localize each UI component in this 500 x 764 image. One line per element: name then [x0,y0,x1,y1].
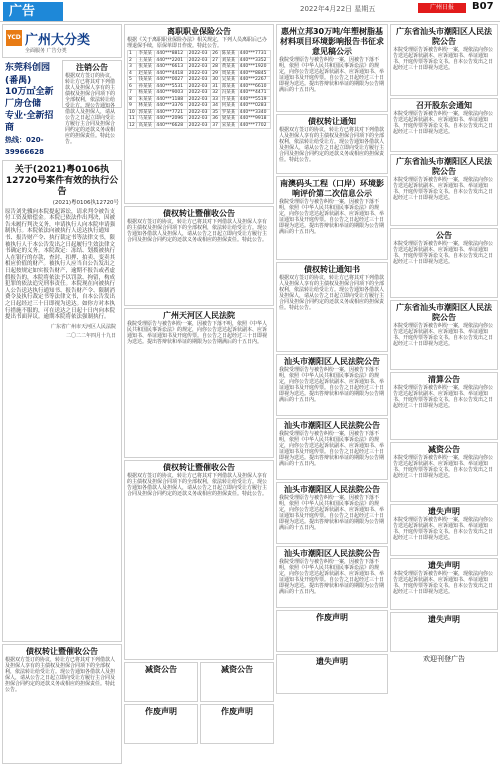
notice-intro: 根据《关于离职职业保险办法》相关规定，下列人员离职后已办理退保手续，原保单即日作废。特此公告。 [127,37,268,49]
table-cell: 5 [128,77,137,84]
table-cell: 2022-03 [187,109,211,116]
table-cell: 2022-03 [187,96,211,103]
table-cell: 34 [211,103,220,110]
table-cell: 李某某 [137,51,155,58]
debt-transfer-notice-2 [124,206,274,306]
table-cell: 29 [211,70,220,77]
notice-title: 债权转让通知书 [304,265,360,274]
contact-row [2,60,122,158]
loss-notice-d1 [390,504,498,556]
table-cell: 8 [128,96,137,103]
notice-body: 本院受理原告诉被告纠纷一案，现依法向你公告送达起诉状副本、应诉通知书、举证通知书、开庭传票等诉讼文书。自本公告发出之日起经过三十日即视为送达。 [393,571,494,595]
notice-body: 本院受理原告诉被告纠纷一案，现依法向你公告送达起诉状副本、应诉通知书、举证通知书、开庭传票等诉讼文书。自本公告发出之日起经过三十日即视为送达。 [393,47,494,71]
notice-title: 广州天河区人民法院 [163,311,235,320]
welcome-ad-text: 欢迎刊登广告 [423,655,465,663]
loss-notice-c [276,654,388,694]
chaoyang-court-notice-d1 [390,24,498,96]
table-row [128,70,271,77]
chaoyang-court-notice-1 [276,354,388,416]
table-cell: 10 [128,109,137,116]
table-cell: 2022-03 [187,90,211,97]
notice-title: 汕头市潮阳区人民法院公告 [284,357,380,366]
page-header [0,0,500,22]
notice-body: 我院受理原告与被告纠纷一案，因被告下落不明，依照《中华人民共和国民事诉讼法》的规定，向你公告送达起诉状副本、应诉通知书、举证通知书及开庭传票。自公告之日起经过三十日即视为送达。提出答辩状和举证的期限为公告期满后的十五日内。 [279,57,385,93]
table-cell: 孙某某 [137,83,155,90]
notice-title: 汕头市潮阳区人民法院公告 [284,485,380,494]
notice-title: 南澳码头工程（口岸）环境影响评价第二次信息公示 [280,179,384,198]
table-row [128,96,271,103]
table-cell: 吴某某 [220,77,238,84]
notice-title: 注销公告 [76,63,108,72]
table-cell: 2022-03 [187,116,211,123]
table-cell: 3 [128,64,137,71]
notice-title: 关于(2021)粤0106执12720号案件有效的执行公告 [5,165,119,197]
chaoyang-court-notice-4 [276,546,388,608]
notice-title: 作废声明 [221,707,253,716]
court-signature: 广东省广州市天河区人民法院 [50,323,116,330]
notice-body: 本院受理原告诉被告纠纷一案，现依法向你公告送达起诉状副本、应诉通知书、举证通知书、开庭传票等诉讼文书。自本公告发出之日起经过三十日即视为送达。 [393,385,494,409]
table-cell: 440***3340 [238,109,270,116]
notice-title: 汕头市潮阳区人民法院公告 [284,421,380,430]
table-cell: 440***5531 [155,83,187,90]
table-row [128,122,271,129]
table-cell: 440***6628 [155,122,187,129]
table-cell: 马某某 [137,116,155,123]
capital-reduction-notice-d [390,442,498,502]
table-cell: 440***7721 [155,109,187,116]
table-cell: 宋某某 [220,122,238,129]
table-row [128,77,271,84]
notice-title: 公告 [436,231,452,240]
notice-title: 召开股东会通知 [416,101,472,110]
capital-reduction-notice-1 [124,662,198,702]
notice-title: 债权转让通知 [308,117,356,126]
table-cell: 4 [128,70,137,77]
table-cell: 2022-03 [187,70,211,77]
signature-date: 二〇二二年四月十九日 [65,332,116,339]
liquidation-notice [390,372,498,440]
debt-transfer-notification [276,114,388,174]
issue-date: 2022年4月22日 星期五 [300,5,376,13]
table-cell: 朱某某 [137,96,155,103]
table-cell: 2022-03 [187,77,211,84]
debt-transfer-notice-3 [124,460,274,660]
chaoyang-court-notice-d2 [390,154,498,226]
notice-title: 清算公告 [428,375,460,384]
table-cell: 35 [211,109,220,116]
table-cell: 36 [211,116,220,123]
deregistration-notice [62,60,122,145]
table-cell: 30 [211,77,220,84]
table-cell: 31 [211,83,220,90]
case-number: (2021)粤0106执12720号 [52,200,119,206]
environment-notice [276,24,388,112]
notice-title: 遗失声明 [316,657,348,666]
table-cell: 27 [211,57,220,64]
table-cell: 440***0283 [238,103,270,110]
column-right [390,24,498,748]
table-cell: 许某某 [220,96,238,103]
table-cell: 28 [211,64,220,71]
notice-title: 广东省汕头市潮阳区人民法院公告 [396,27,492,46]
court-enforcement-notice [2,160,122,642]
notice-body: 根据双方签订的协议，转让方已将其对下列借款人及担保人享有的主债权及担保合同项下的全部权利，依法转让给受让方。现公告通知各借款人及担保人，请从公告之日起立即向受让方履行主合同及担保合同约定的还款义务或相应的担保责任。特此公告。 [127,219,268,243]
table-cell: 11 [128,116,137,123]
notice-title: 广东省汕头市潮阳区人民法院公告 [396,303,492,322]
tianhe-court-notice [124,308,274,458]
notice-title: 减资公告 [145,665,177,674]
table-cell: 440***9003 [155,90,187,97]
table-cell: 440***8845 [238,70,270,77]
chaoyang-court-notice-2 [276,418,388,480]
notice-body: 根据双方签订的协议，转让方已将其对下列借款人及担保人享有的主债权及担保合同项下的全部权利，依法转让给受让方。现公告通知各借款人及担保人，请从公告之日起立即向受让方履行主合同及担保合同约定的还款义务或相应的担保责任。特此公告。 [65,73,116,145]
small-notices-row [124,662,274,704]
notice-body: 我院受理原告与被告纠纷一案，因被告下落不明，依照《中华人民共和国民事诉讼法》的规定，向你公告送达起诉状副本、应诉通知书、举证通知书及开庭传票。自公告之日起经过三十日即视为送达。提出答辩状和举证的期限为公告期满后的十五日内。 [279,559,385,595]
table-cell: 冯某某 [220,90,238,97]
table-row [128,51,271,58]
notice-body: 本院受理原告诉被告纠纷一案，现依法向你公告送达起诉状副本、应诉通知书、举证通知书、开庭传票等诉讼文书。自本公告发出之日起经过三十日即视为送达。 [393,517,494,541]
table-cell: 7 [128,90,137,97]
small-notices-row-2 [124,704,274,746]
capital-reduction-notice-2 [200,662,274,702]
table-cell: 440***2096 [155,116,187,123]
table-cell: 2022-03 [187,103,211,110]
table-cell: 郑某某 [220,83,238,90]
notice-title: 汕头市潮阳区人民法院公告 [284,549,380,558]
section-tag: 广告 [3,2,63,21]
table-cell: 26 [211,51,220,58]
table-cell: 440***7731 [238,51,270,58]
notice-title: 遗失声明 [428,507,460,516]
column-center-left [124,24,274,748]
notice-body: 根据双方签订的协议，转让方已将其对下列借款人及担保人享有的主债权及担保合同项下的全部权利，依法转让给受让方。现公告通知各借款人及担保人，请从公告之日起立即向受让方履行主合同及担保合同约定的还款义务或相应的担保责任。特此公告。 [127,473,268,497]
notice-body: 我院受理原告与被告纠纷一案，因被告下落不明，依照《中华人民共和国民事诉讼法》的规定，向你公告送达起诉状副本、应诉通知书、举证通知书及开庭传票。自公告之日起经过三十日即视为送达。提出答辩状和举证的期限为公告期满后的十五日内。 [279,199,385,235]
table-cell: 罗某某 [220,109,238,116]
column-center-right [276,24,388,748]
table-cell: 林某某 [137,103,155,110]
table-row [128,116,271,123]
table-cell: 何某某 [220,103,238,110]
logo-slogan: 全面服务 广告分类 [25,48,67,54]
table-cell: 1 [128,51,137,58]
table-cell: 440***9918 [238,116,270,123]
shareholder-meeting-notice [390,98,498,152]
table-cell: 440***4471 [238,90,270,97]
notice-body: 根据双方签订的协议，转让方已将其对下列借款人及担保人享有的主债权及担保合同项下的全部权利，依法转让给受让方。现公告通知各借款人及担保人，请从公告之日起立即向受让方履行主合同及担保合同约定的还款义务或相应的担保责任。特此公告。 [279,275,385,311]
insurance-table [127,50,271,129]
table-cell: 440***7702 [238,122,270,129]
table-cell: 2022-03 [187,51,211,58]
loss-notice-d2 [390,558,498,610]
table-row [128,90,271,97]
column-left [2,24,122,748]
table-cell: 440***1920 [238,64,270,71]
table-cell: 440***3352 [238,57,270,64]
contact-line-1: 10万㎡全新厂房仓储 [5,87,54,109]
table-cell: 2022-03 [187,57,211,64]
invalidation-notice-1 [124,704,198,744]
contact-name: 东莞科创园(番禺) [5,63,51,86]
notice-body: 本院受理原告诉被告纠纷一案，现依法向你公告送达起诉状副本、应诉通知书、举证通知书、开庭传票等诉讼文书。自本公告发出之日起经过三十日即视为送达。 [393,177,494,201]
debt-transfer-notice [2,644,122,764]
notice-title: 债权转让暨催收公告 [163,209,235,218]
notice-title: 作废声明 [316,613,348,622]
table-cell: 2022-03 [187,122,211,129]
notice-title: 作废声明 [145,707,177,716]
table-row [128,64,271,71]
notice-title: 广东省汕头市潮阳区人民法院公告 [396,157,492,176]
table-row [128,109,271,116]
notice-title: 遗失声明 [428,615,460,624]
notice-title: 减资公告 [221,665,253,674]
debt-transfer-letter [276,262,388,352]
notice-title: 债权转让暨催收公告 [163,463,235,472]
notice-body: 根据双方签订的协议，转让方已将其对下列借款人及担保人享有的主债权及担保合同项下的全部权利，依法转让给受让方。现公告通知各借款人及担保人，请从公告之日起立即向受让方履行主合同及担保合同约定的还款义务或相应的担保责任。特此公告。 [5,657,116,693]
contact-line-2: 专业·全新招商 [5,111,54,133]
invalidation-notice-2 [200,704,274,744]
chaoyang-court-notice-3 [276,482,388,544]
notice-body: 我院受理原告与被告纠纷一案，因被告下落不明，依照《中华人民共和国民事诉讼法》的规定，向你公告送达起诉状副本、应诉通知书、举证通知书及开庭传票。自公告之日起经过三十日即视为送达。提出答辩状和举证的期限为公告期满后的十五日内。 [127,321,268,345]
notice-body: 本院受理原告诉被告纠纷一案，现依法向你公告送达起诉状副本、应诉通知书、举证通知书、开庭传票等诉讼文书。自本公告发出之日起经过三十日即视为送达。 [393,323,494,347]
notice-body: 本院受理原告诉被告纠纷一案，现依法向你公告送达起诉状副本、应诉通知书、举证通知书、开庭传票等诉讼文书。自本公告发出之日起经过三十日即视为送达。 [393,455,494,479]
table-cell: 37 [211,122,220,129]
table-cell: 陈某某 [220,51,238,58]
notice-body: 我院受理原告与被告纠纷一案，因被告下落不明，依照《中华人民共和国民事诉讼法》的规定，向你公告送达起诉状副本、应诉通知书、举证通知书及开庭传票。自公告之日起经过三十日即视为送达。提出答辩状和举证的期限为公告期满后的十五日内。 [279,367,385,403]
table-cell: 周某某 [220,70,238,77]
notice-title: 遗失声明 [428,561,460,570]
table-row [128,83,271,90]
loss-notice-d3 [390,612,498,652]
notice-body: 我院受理原告与被告纠纷一案，因被告下落不明，依照《中华人民共和国民事诉讼法》的规定，向你公告送达起诉状副本、应诉通知书、举证通知书及开庭传票。自公告之日起经过三十日即视为送达。提出答辩状和举证的期限为公告期满后的十五日内。 [279,495,385,531]
notice-body: 根据双方签订的协议，转让方已将其对下列借款人及担保人享有的主债权及担保合同项下的全部权利，依法转让给受让方。现公告通知各借款人及担保人，请从公告之日起立即向受让方履行主合同及担保合同约定的还款义务或相应的担保责任。特此公告。 [279,127,385,163]
notice-title: 债权转让暨催收公告 [26,647,98,656]
table-cell: 440***6613 [155,64,187,71]
table-cell: 张某某 [137,64,155,71]
table-cell: 郭某某 [137,109,155,116]
table-cell: 440***8812 [155,51,187,58]
notice-body: 本院受理原告诉被告纠纷一案，现依法向你公告送达起诉状副本、应诉通知书、举证通知书、开庭传票等诉讼文书。自本公告发出之日起经过三十日即视为送达。 [393,111,494,135]
table-cell: 6 [128,83,137,90]
table-row [128,57,271,64]
chaoyang-court-notice-d3 [390,300,498,370]
table-cell: 9 [128,103,137,110]
table-cell: 32 [211,90,220,97]
table-cell: 高某某 [137,122,155,129]
port-environment-notice [276,176,388,260]
notice-title: 离职职业保险公告 [167,27,231,36]
table-cell: 杨某某 [137,90,155,97]
table-cell: 440***2201 [155,57,187,64]
table-cell: 440***0027 [155,77,187,84]
newspaper-badge: 广州日报 [418,3,466,13]
table-cell: 440***5519 [238,96,270,103]
table-cell: 440***2267 [238,77,270,84]
table-cell: 2 [128,57,137,64]
table-cell: 赵某某 [137,70,155,77]
invalidation-notice-3 [276,610,388,652]
contact-phone: 热线：020-39966628 [5,136,44,156]
table-cell: 33 [211,96,220,103]
table-cell: 王某某 [137,57,155,64]
notice-body: 原告刘先骥向本院提起诉讼，请求判令被告支付工资及赔偿金。本院已依法作出判决，因被告未履行判决义务，申请执行人向本院申请强制执行。本院依法向被执行人送达执行通知书、报告财产令、执行裁定书等法律文书，限被执行人于本公告发出之日起履行生效法律文书确定的义务。本院裁定：冻结、划拨被执行人在银行的存款，查封、扣押、拍卖、变卖其相应价值的财产。被执行人应当自公告发出之日起按规定如实报告财产，逾期不报告或者虚假报告的，本院将依法予以罚款、拘留，构成犯罪的依法追究刑事责任。本院现在向被执行人公告送达执行通知书、报告财产令、限制消费令及执行裁定书等法律文书，自本公告发出之日起经过三十日即视为送达。如你方对本执行措施不服的，可在送达之日起十日内向本院提出书面异议。逾期本院将依法强制执行。 [5,208,116,321]
table-row [128,103,271,110]
notice-title: 减资公告 [428,445,460,454]
table-cell: 440***3376 [155,103,187,110]
logo-title: 广州大分类 [25,33,91,48]
logo-icon: YCD [6,30,22,46]
table-cell: 钱某某 [137,77,155,84]
table-cell: 440***4418 [155,70,187,77]
notice-title: 惠州立邦30万吨/年塑树脂基材料项目环境影响报告书征求意见稿公示 [280,27,384,56]
table-cell: 黄某某 [220,64,238,71]
table-cell: 440***6610 [238,83,270,90]
notice-body: 我院受理原告与被告纠纷一案，因被告下落不明，依照《中华人民共和国民事诉讼法》的规定，向你公告送达起诉状副本、应诉通知书、举证通知书及开庭传票。自公告之日起经过三十日即视为送达。提出答辩状和举证的期限为公告期满后的十五日内。 [279,431,385,467]
general-notice [390,228,498,298]
table-cell: 梁某某 [220,116,238,123]
page-number: B07 [472,1,494,12]
classified-logo-box [2,24,122,58]
notice-body: 本院受理原告诉被告纠纷一案，现依法向你公告送达起诉状副本、应诉通知书、举证通知书、开庭传票等诉讼文书。自本公告发出之日起经过三十日即视为送达。 [393,241,494,265]
insurance-notice [124,24,274,204]
table-cell: 2022-03 [187,83,211,90]
table-cell: 440***1188 [155,96,187,103]
table-cell: 2022-03 [187,64,211,71]
table-cell: 12 [128,122,137,129]
contact-block [2,60,60,158]
table-cell: 刘某某 [220,57,238,64]
